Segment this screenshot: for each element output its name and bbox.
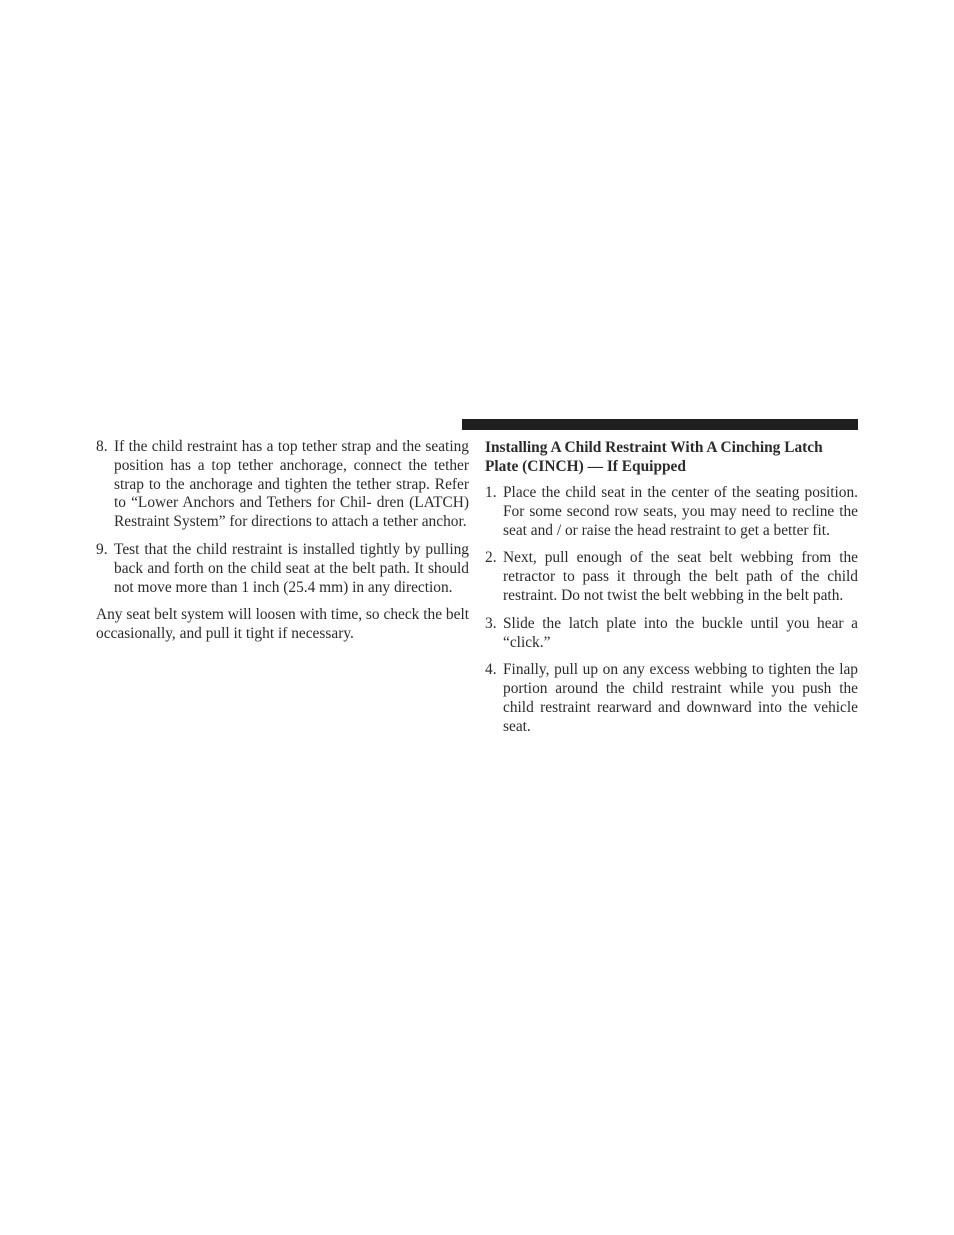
list-item-number: 2. — [485, 549, 497, 567]
list-item-number: 8. — [96, 438, 108, 455]
list-item-text: Test that the child restraint is installed tightly by pulling back and forth on the child seat at the belt path. It should not move more than 1 inch (25.4 mm) in any direction. — [114, 540, 469, 596]
list-item-1 — [485, 484, 858, 540]
section-header-bar — [462, 419, 858, 430]
section-heading: Installing A Child Restraint With A Cinching Latch Plate (CINCH) — If Equipped — [485, 439, 823, 475]
list-item-3 — [485, 615, 858, 653]
list-item-number: 4. — [485, 661, 497, 679]
closing-paragraph: Any seat belt system will loosen with time, so check the belt occasionally, and pull it tight if necessary. — [96, 606, 469, 643]
list-item-number: 9. — [96, 540, 108, 558]
list-item-number: 1. — [485, 484, 497, 501]
list-item-text: If the child restraint has a top tether strap and the seating position has a top tether anchorage, connect the tether strap to the anchorage and tighten the tether strap. Refer to “Lower Anchors and Tethers for Chil- dren (LATCH) Restraint System” for directions to attach a tether anchor. — [114, 438, 469, 531]
list-item-2 — [485, 549, 858, 605]
list-item-8 — [96, 438, 469, 532]
list-item-number: 3. — [485, 614, 497, 632]
list-item-4 — [485, 661, 858, 736]
list-item-text: Slide the latch plate into the buckle until you hear a “click.” — [503, 614, 858, 651]
list-item-text: Next, pull enough of the seat belt webbing from the retractor to pass it through the belt path of the child restraint. Do not twist the belt webbing in the belt path. — [503, 549, 858, 604]
list-item-text: Place the child seat in the center of the seating position. For some second row seats, you may need to recline the seat and / or raise the head restraint to get a better fit. — [503, 484, 858, 539]
list-item-9 — [96, 541, 469, 597]
left-column — [96, 438, 469, 644]
list-item-text: Finally, pull up on any excess webbing to tighten the lap portion around the child restraint while you push the child restraint rearward and downward into the vehicle seat. — [503, 661, 858, 735]
right-column — [485, 438, 858, 746]
